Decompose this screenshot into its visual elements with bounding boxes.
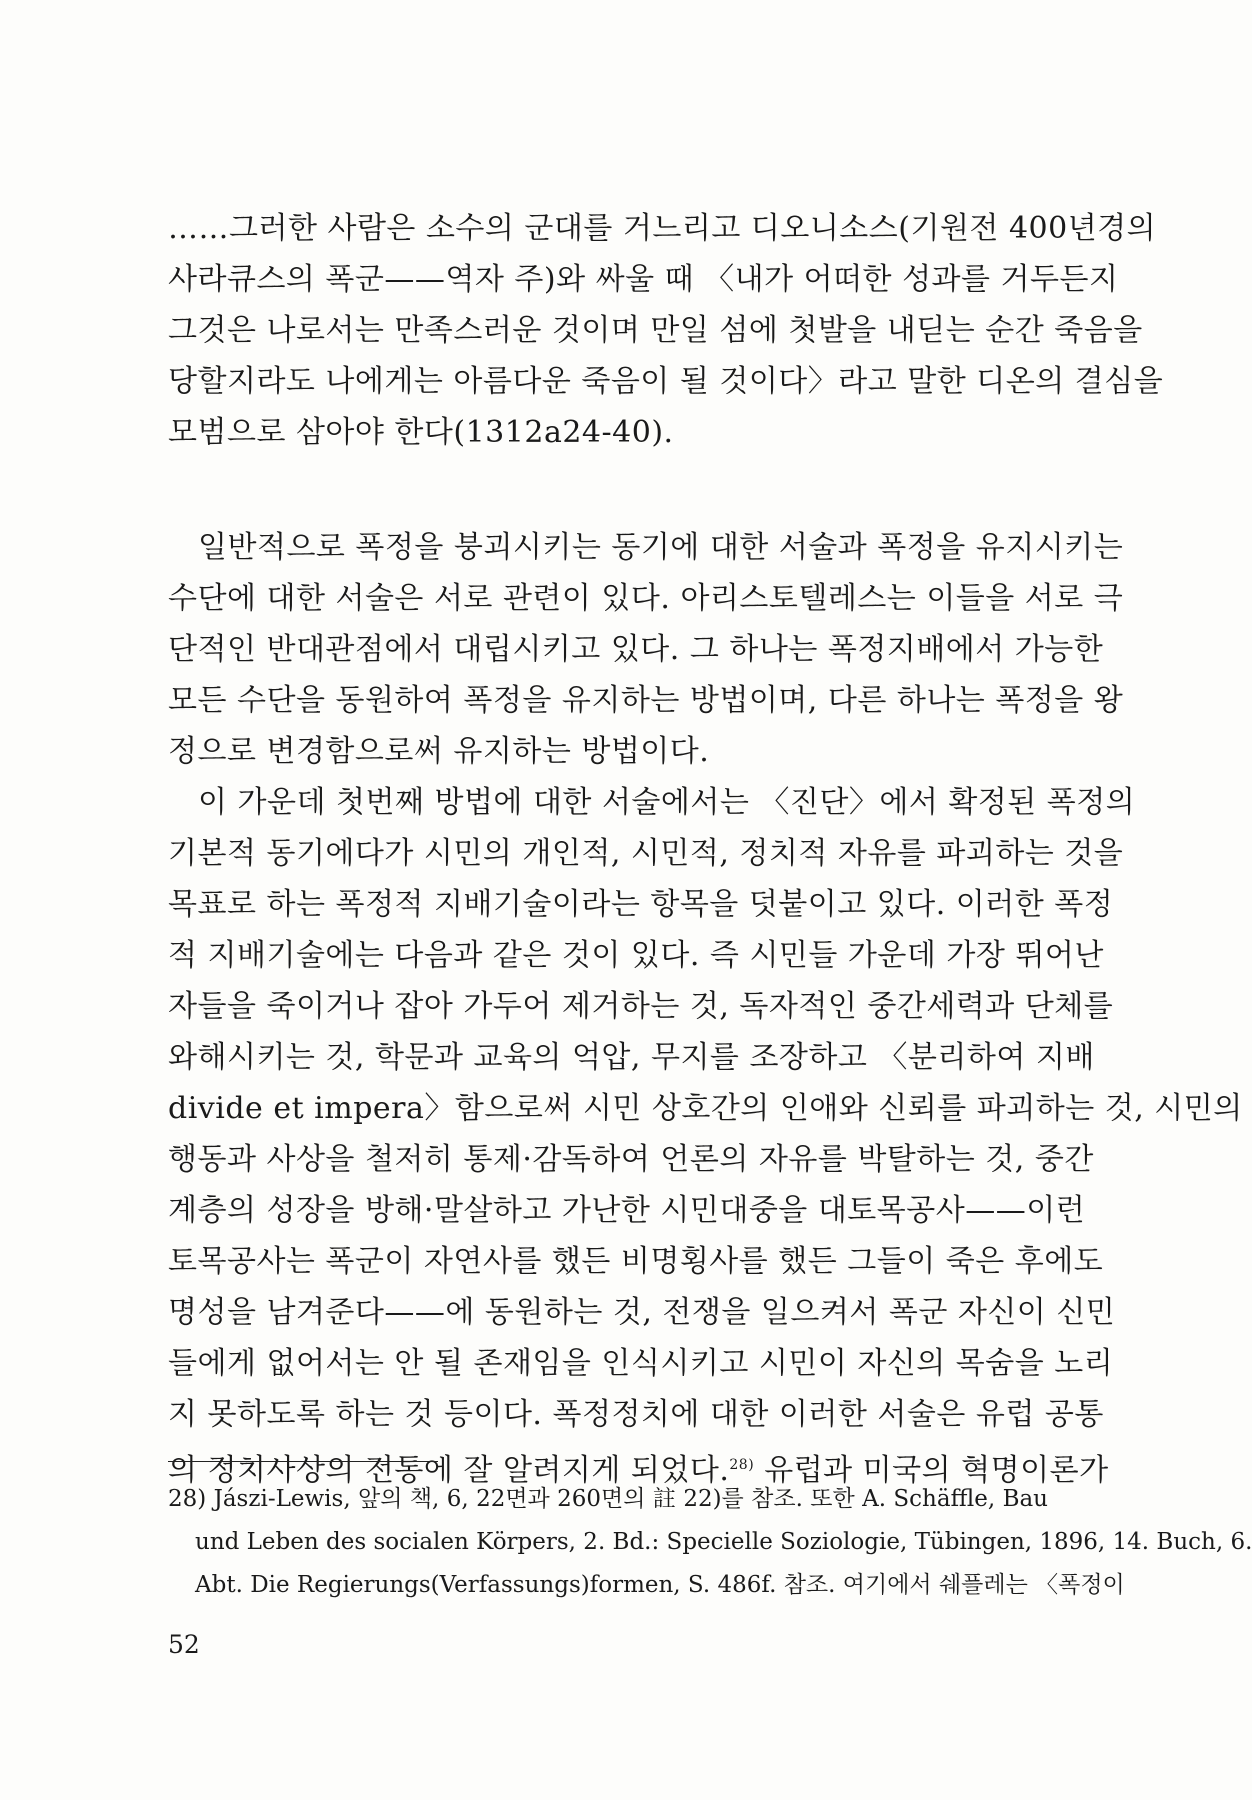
body-line-text: 유럽과 미국의 혁명이론가 [754,1453,1109,1488]
body-line: 와해시키는 것, 학문과 교육의 억압, 무지를 조장하고 〈분리하여 지배 [168,1040,1095,1075]
footnote-line: 28) Jászi-Lewis, 앞의 책, 6, 22면과 260면의 註 22)를 참조. 또한 A. Schäffle, Bau [168,1486,1048,1512]
footnote [168,1478,1252,1607]
body-line: 단적인 반대관점에서 대립시키고 있다. 그 하나는 폭정지배에서 가능한 [168,632,1104,667]
body-line: 지 못하도록 하는 것 등이다. 폭정정치에 대한 이러한 서술은 유럽 공통 [168,1397,1104,1432]
footnote-line: und Leben des socialen Körpers, 2. Bd.: Specielle Soziologie, Tübingen, 1896, 14. Buch, 6. [195,1529,1252,1555]
body-line: 적 지배기술에는 다음과 같은 것이 있다. 즉 시민들 가운데 가장 뛰어난 [168,938,1104,973]
footnote-separator [168,1461,438,1462]
quote-line: 당할지라도 나에게는 아름다운 죽음이 될 것이다〉라고 말한 디온의 결심을 [168,364,1164,399]
body-text [168,522,1243,1491]
body-line: divide et impera〉함으로써 시민 상호간의 인애와 신뢰를 파괴하는 것, 시민의 [168,1091,1243,1126]
body-line: 명성을 남겨준다——에 동원하는 것, 전쟁을 일으켜서 폭군 자신이 신민 [168,1295,1116,1330]
quote-line: 사라큐스의 폭군——역자 주)와 싸울 때 〈내가 어떠한 성과를 거두든지 [168,262,1119,297]
body-line: 수단에 대한 서술은 서로 관련이 있다. 아리스토텔레스는 이들을 서로 극 [168,581,1124,616]
footnote-line: Abt. Die Regierungs(Verfassungs)formen, S. 486f. 참조. 여기에서 쉐플레는 〈폭정이 [195,1572,1125,1598]
body-line: 이 가운데 첫번째 방법에 대한 서술에서는 〈진단〉에서 확정된 폭정의 [198,785,1136,820]
body-line: 기본적 동기에다가 시민의 개인적, 시민적, 정치적 자유를 파괴하는 것을 [168,836,1124,871]
quote-line: ……그러한 사람은 소수의 군대를 거느리고 디오니소스(기원전 400년경의 [168,211,1157,246]
body-line: 계층의 성장을 방해·말살하고 가난한 시민대중을 대토목공사——이런 [168,1193,1086,1228]
quote-line: 모범으로 삼아야 한다(1312a24-40). [168,415,674,450]
quoted-passage [168,203,1164,458]
body-line: 일반적으로 폭정을 붕괴시키는 동기에 대한 서술과 폭정을 유지시키는 [198,530,1124,565]
page-number: 52 [168,1630,200,1659]
body-line-text: 의 정치사상의 전통에 잘 알려지게 되었다. [168,1453,730,1488]
body-line: 정으로 변경함으로써 유지하는 방법이다. [168,734,710,769]
body-line: 모든 수단을 동원하여 폭정을 유지하는 방법이며, 다른 하나는 폭정을 왕 [168,683,1124,718]
quote-line: 그것은 나로서는 만족스러운 것이며 만일 섬에 첫발을 내딛는 순간 죽음을 [168,313,1143,348]
footnote-reference[interactable]: 28) [729,1457,755,1473]
body-line: 토목공사는 폭군이 자연사를 했든 비명횡사를 했든 그들이 죽은 후에도 [168,1244,1104,1279]
body-line: 들에게 없어서는 안 될 존재임을 인식시키고 시민이 자신의 목숨을 노리 [168,1346,1114,1381]
body-line: 자들을 죽이거나 잡아 가두어 제거하는 것, 독자적인 중간세력과 단체를 [168,989,1114,1024]
body-line: 목표로 하는 폭정적 지배기술이라는 항목을 덧붙이고 있다. 이러한 폭정 [168,887,1114,922]
body-line: 행동과 사상을 철저히 통제·감독하여 언론의 자유를 박탈하는 것, 중간 [168,1142,1094,1177]
